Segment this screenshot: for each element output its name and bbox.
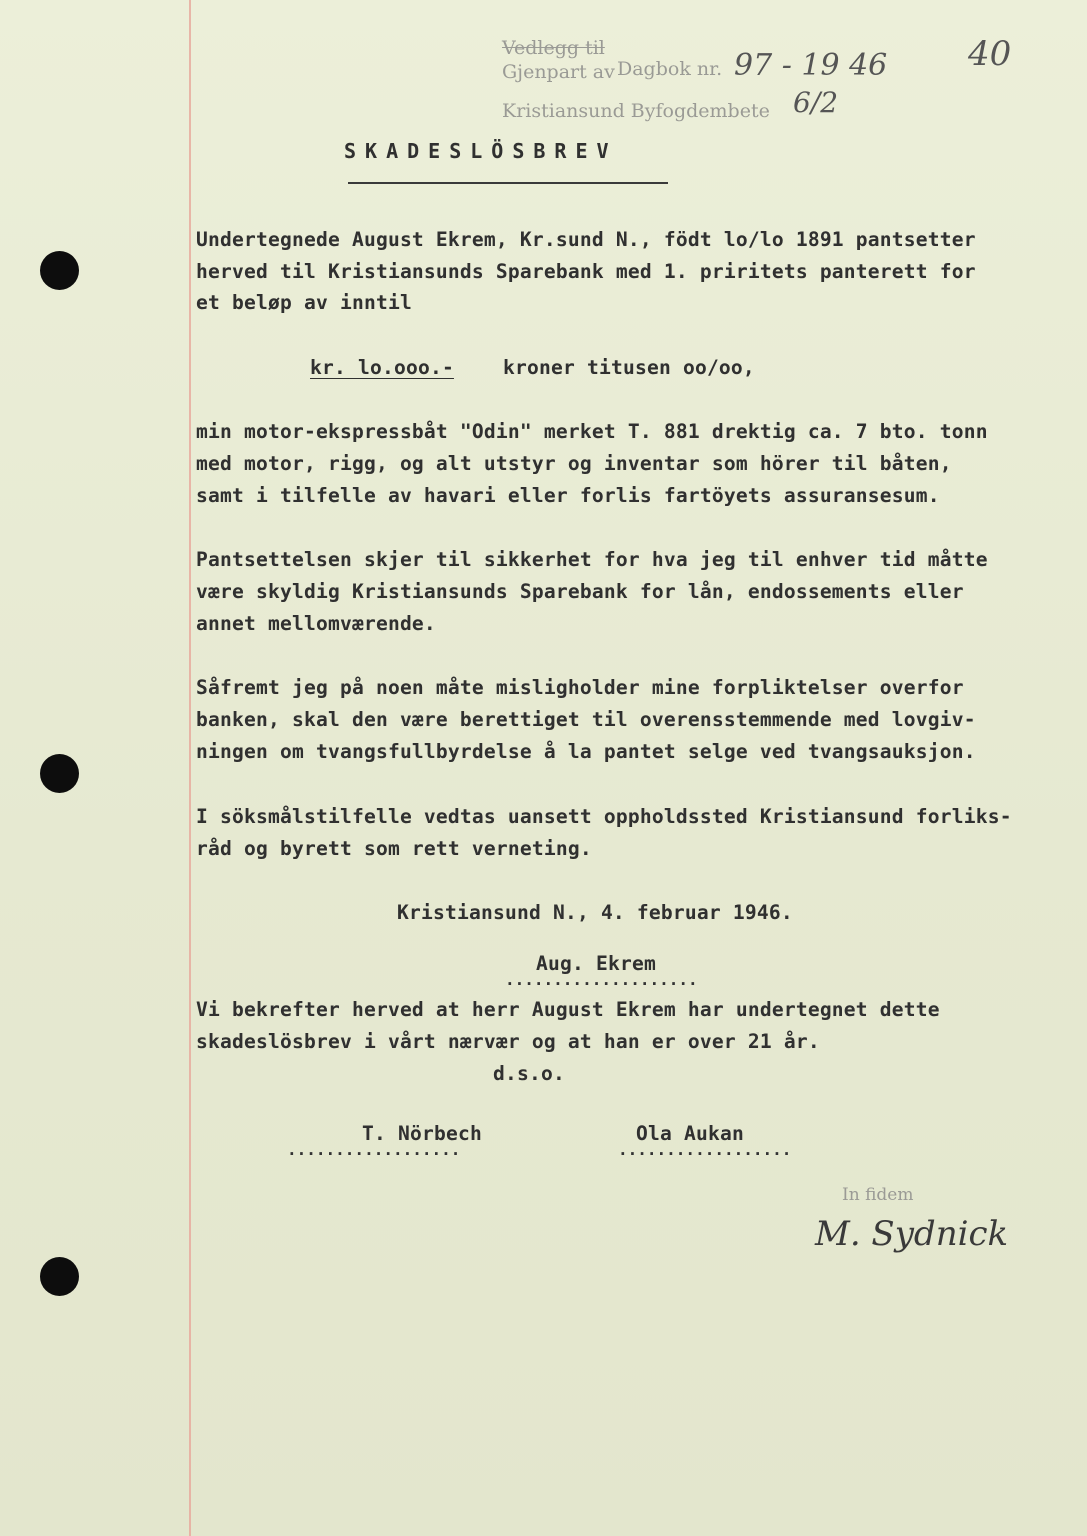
paragraph4-line2: banken, skal den være berettiget til overensstemmende med lovgiv- (196, 708, 976, 731)
paragraph4-line1: Såfremt jeg på noen måte misligholder mine forpliktelser overfor (196, 676, 964, 699)
amount-words: kroner titusen oo/oo, (503, 356, 755, 379)
punch-hole-middle (40, 754, 79, 793)
place-date: Kristiansund N., 4. februar 1946. (397, 901, 793, 924)
punch-hole-top (40, 251, 79, 290)
document-title: SKADESLÖSBREV (344, 139, 618, 163)
amount-figure: kr. lo.ooo.- (310, 356, 454, 379)
title-underline (348, 182, 668, 184)
stamp-dagbok-label: Dagbok nr. (617, 58, 723, 80)
witness2-name: Ola Aukan (636, 1122, 744, 1145)
paragraph3-line2: være skyldig Kristiansunds Sparebank for lån, endossements eller (196, 580, 964, 603)
signer-dotted-line: .................... (505, 970, 698, 989)
witness1-dotted-line: .................. (287, 1140, 461, 1159)
witness-statement-line1: Vi bekrefter herved at herr August Ekrem har undertegnet dette (196, 998, 940, 1021)
witness2-dotted-line: .................. (618, 1140, 792, 1159)
stamp-entry-date: 6/2 (793, 86, 839, 119)
witness1-name: T. Nörbech (362, 1122, 482, 1145)
dso-closing: d.s.o. (493, 1062, 565, 1085)
witness-statement-line2: skadeslösbrev i vårt nærvær og at han er over 21 år. (196, 1030, 820, 1053)
certification-stamp: In fidem (842, 1185, 914, 1205)
paragraph3-line1: Pantsettelsen skjer til sikkerhet for hva jeg til enhver tid måtte (196, 548, 988, 571)
stamp-office-name: Kristiansund Byfogdembete (502, 100, 770, 122)
paragraph3-line3: annet mellomværende. (196, 612, 436, 635)
paragraph1-line3: et beløp av inntil (196, 291, 412, 314)
margin-rule (189, 0, 191, 1536)
official-signature: M. Sydnick (815, 1214, 1009, 1254)
page-number: 40 (968, 34, 1012, 74)
paragraph5-line1: I söksmålstilfelle vedtas uansett oppholdssted Kristiansund forliks- (196, 805, 1012, 828)
paragraph5-line2: råd og byrett som rett verneting. (196, 837, 592, 860)
paragraph2-line2: med motor, rigg, og alt utstyr og inventar som hörer til båten, (196, 452, 952, 475)
punch-hole-bottom (40, 1257, 79, 1296)
paragraph2-line1: min motor-ekspressbåt "Odin" merket T. 881 drektig ca. 7 bto. tonn (196, 420, 988, 443)
paragraph1-line1: Undertegnede August Ekrem, Kr.sund N., födt lo/lo 1891 pantsetter (196, 228, 976, 251)
stamp-entry-number: 97 - 19 46 (734, 48, 888, 83)
paragraph4-line3: ningen om tvangsfullbyrdelse å la pantet selge ved tvangsauksjon. (196, 740, 976, 763)
signer-name: Aug. Ekrem (536, 952, 656, 975)
stamp-line-1: Vedlegg til (502, 37, 605, 59)
stamp-line-2: Gjenpart av (502, 61, 615, 83)
paragraph1-line2: herved til Kristiansunds Sparebank med 1. priritets panterett for (196, 260, 976, 283)
paragraph2-line3: samt i tilfelle av havari eller forlis fartöyets assuransesum. (196, 484, 940, 507)
